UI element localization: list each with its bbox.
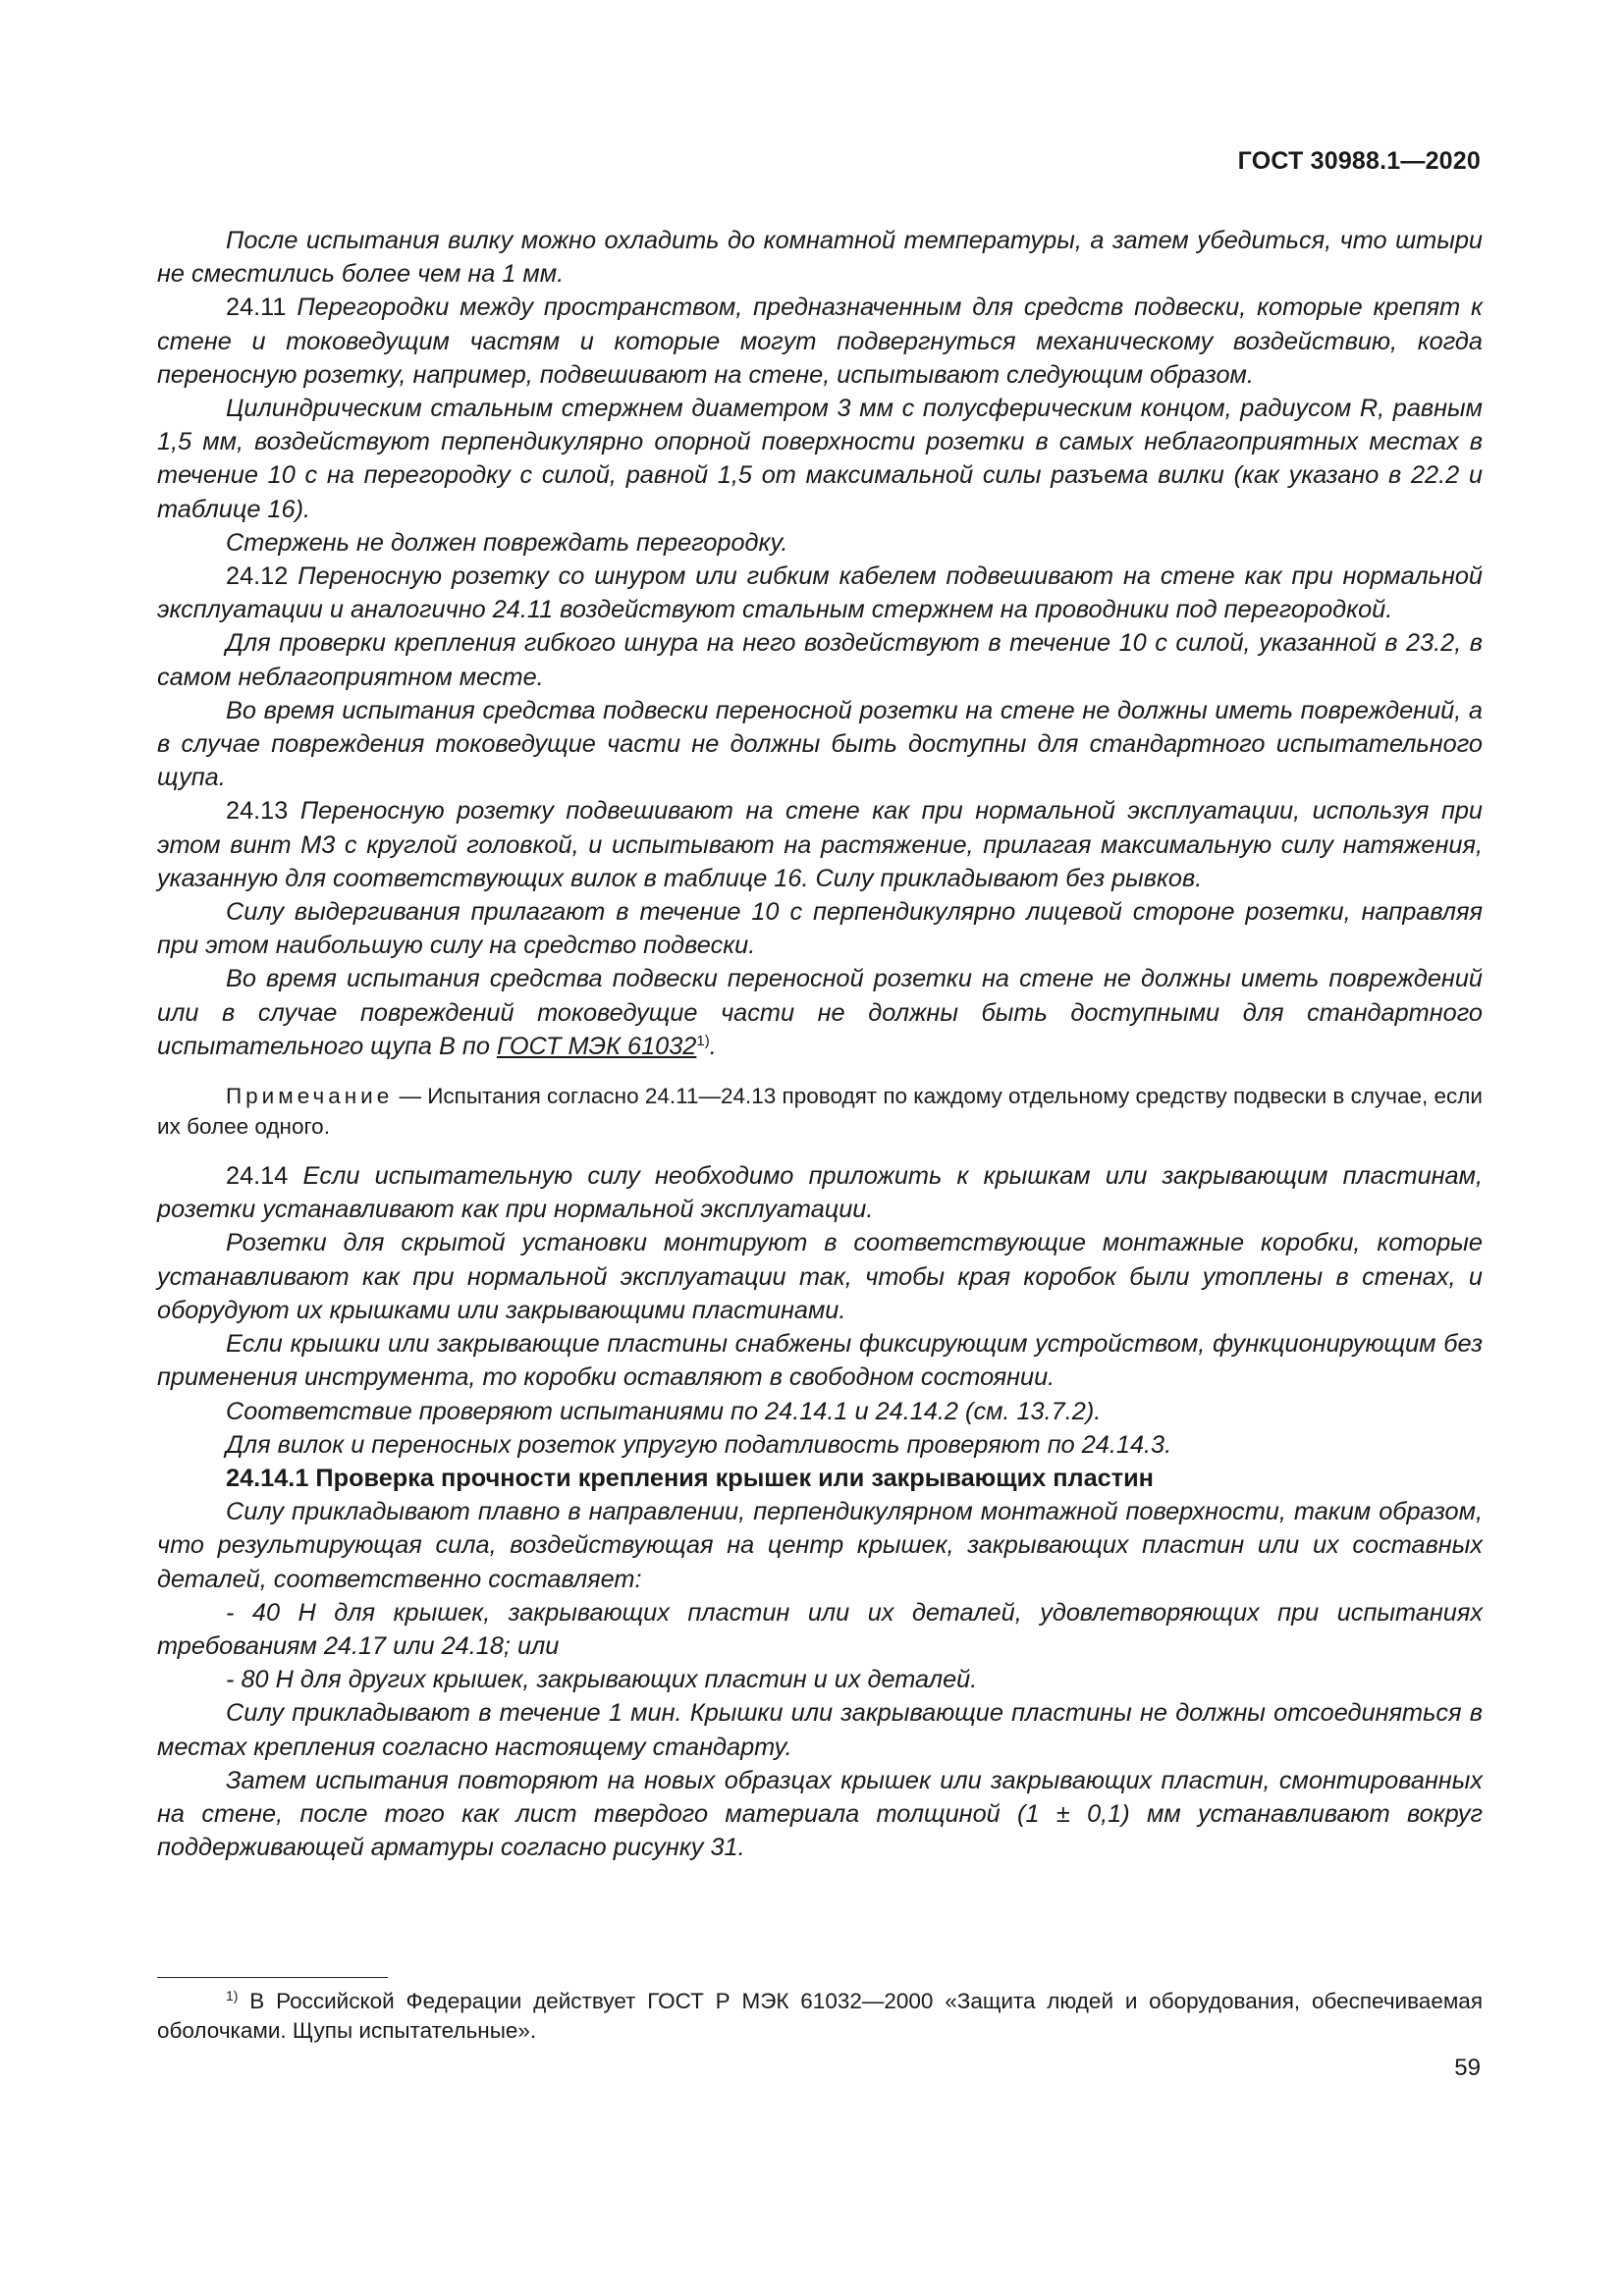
page-number: 59: [1454, 2055, 1481, 2081]
footnote-marker: 1): [226, 1988, 239, 2003]
paragraph-text: Во время испытания средства подвески переносной розетки на стене не должны иметь повреждений или в случае повреждений токоведущие части не должны быть доступными для стандартного испытательного щупа В по: [157, 965, 1483, 1060]
clause-text: Переносную розетку со шнуром или гибким кабелем подвешивают на стене как при нормальной эксплуатации и аналогично 24.11 воздействуют стальным стержнем на проводники под перегородкой.: [157, 562, 1483, 624]
standard-reference-link[interactable]: ГОСТ МЭК 61032: [496, 1032, 697, 1060]
note-label: Примечание: [226, 1084, 394, 1109]
clause-number: 24.11: [226, 294, 287, 322]
paragraph: Во время испытания средства подвески переносной розетки на стене не должны иметь повреждений, а в случае повреждения токоведущие части не должны быть доступны для стандартного испытательного щупа.: [157, 696, 1483, 792]
paragraph-end: .: [709, 1032, 717, 1060]
footnote-text: В Российской Федерации действует ГОСТ Р МЭК 61032—2000 «Защита людей и оборудования, обеспечиваемая оболочками. Щупы испытательные».: [157, 1989, 1483, 2043]
paragraph: Силу выдергивания прилагают в течение 10 с перпендикулярно лицевой стороне розетки, направляя при этом наибольшую силу на средство подвески.: [157, 898, 1483, 960]
list-item: - 40 Н для крышек, закрывающих пластин или их деталей, удовлетворяющих при испытаниях требованиям 24.17 или 24.18; или: [157, 1598, 1483, 1660]
clause-24-11: [157, 291, 1483, 392]
section-heading: 24.14.1 Проверка прочности крепления крышек или закрывающих пластин: [226, 1464, 1154, 1492]
paragraph: Для проверки крепления гибкого шнура на него воздействуют в течение 10 с силой, указанной в 23.2, в самом неблагоприятном месте.: [157, 629, 1483, 691]
paragraph: Соответствие проверяют испытаниями по 24.14.1 и 24.14.2 (см. 13.7.2).: [226, 1397, 1102, 1425]
paragraph: Стержень не должен повреждать перегородку.: [226, 528, 788, 557]
clause-text: Если испытательную силу необходимо приложить к крышкам или закрывающим пластинам, розетки устанавливают как при нормальной эксплуатации.: [157, 1162, 1483, 1224]
note-text: — Испытания согласно 24.11—24.13 проводят по каждому отдельному средству подвески в случае, если их более одного.: [157, 1084, 1483, 1140]
clause-text: Перегородки между пространством, предназначенным для средств подвески, которые крепят к стене и токоведущим частям и которые могут подвергнуться механическому воздействию, когда переносную розетку, например, подвешивают на стене, испытывают следующим образом.: [157, 294, 1484, 389]
document-body: [157, 224, 1483, 1864]
note: [157, 1081, 1483, 1142]
paragraph: Силу прикладывают в течение 1 мин. Крышки или закрывающие пластины не должны отсоединяться в местах крепления согласно настоящему стандарту.: [157, 1699, 1483, 1761]
paragraph-with-reference: [157, 962, 1483, 1063]
paragraph: Розетки для скрытой установки монтируют в соответствующие монтажные коробки, которые устанавливают как при нормальной эксплуатации так, чтобы края коробок были утоплены в стенах, и оборудуют их крышками или закрывающими пластинами.: [157, 1229, 1483, 1324]
paragraph: Цилиндрическим стальным стержнем диаметром 3 мм с полусферическим концом, радиусом R, равным 1,5 мм, воздействуют перпендикулярно опорной поверхности розетки в самых неблагоприятных местах в течение 10 с на перегородку с силой, равной 1,5 от максимальной силы разъема вилки (как указано в 22.2 и таблице 16).: [157, 395, 1483, 523]
clause-text: Переносную розетку подвешивают на стене как при нормальной эксплуатации, используя при этом винт М3 с круглой головкой, и испытывают на растяжение, прилагая максимальную силу натяжения, указанную для соответствующих вилок в таблице 16. Силу прикладывают без рывков.: [157, 797, 1483, 892]
paragraph: Силу прикладывают плавно в направлении, перпендикулярном монтажной поверхности, таким образом, что результирующая сила, воздействующая на центр крышек, закрывающих пластин или их составных деталей, соответственно составляет:: [157, 1498, 1483, 1593]
paragraph: Для вилок и переносных розеток упругую податливость проверяют по 24.14.3.: [226, 1430, 1172, 1459]
document-code-header: ГОСТ 30988.1—2020: [1237, 147, 1481, 175]
footnote-divider: [157, 1977, 388, 1978]
clause-24-13: [157, 794, 1483, 895]
paragraph: Если крышки или закрывающие пластины снабжены фиксирующим устройством, функционирующим без применения инструмента, то коробки оставляют в свободном состоянии.: [157, 1330, 1483, 1392]
clause-number: 24.14: [226, 1162, 289, 1191]
clause-24-14: [157, 1159, 1483, 1226]
footnote-marker: 1): [696, 1032, 710, 1049]
clause-number: 24.13: [226, 797, 289, 826]
list-item: - 80 Н для других крышек, закрывающих пластин и их деталей.: [226, 1666, 978, 1694]
clause-number: 24.12: [226, 562, 289, 591]
footnote: [157, 1987, 1483, 2046]
paragraph: Затем испытания повторяют на новых образцах крышек или закрывающих пластин, смонтированных на стене, после того как лист твердого материала толщиной (1 ± 0,1) мм устанавливают вокруг поддерживающей арматуры согласно рисунку 31.: [157, 1766, 1483, 1862]
paragraph: После испытания вилку можно охладить до комнатной температуры, а затем убедиться, что штыри не сместились более чем на 1 мм.: [157, 227, 1483, 289]
clause-24-12: [157, 560, 1483, 626]
